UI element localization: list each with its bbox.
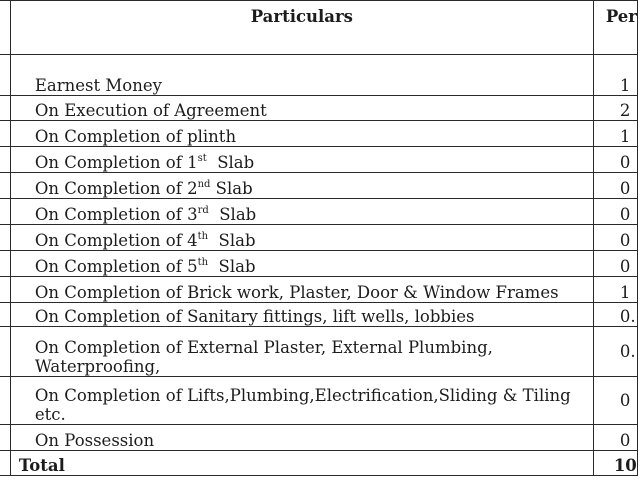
particular-cell: On Completion of Sanitary fittings, lift wells, lobbies <box>10 303 593 327</box>
table-row <box>0 96 638 121</box>
percent-cell: 0 <box>593 173 637 199</box>
particular-cell: On Completion of External Plaster, External Plumbing, Waterproofing, <box>10 327 593 377</box>
particular-cell: On Completion of Lifts,Plumbing,Electrification,Sliding & Tiling etc. <box>10 377 593 425</box>
particular-cell: On Possession <box>10 425 593 451</box>
percent-cell: 1 <box>593 55 637 96</box>
table-row <box>0 121 638 147</box>
percent-cell: 0 <box>593 425 637 451</box>
percent-cell: 0 <box>593 225 637 251</box>
percent-cell: 1 <box>593 121 637 147</box>
particular-cell: On Completion of 4th Slab <box>10 225 593 251</box>
particular-cell: On Completion of 5th Slab <box>10 251 593 277</box>
header-row <box>0 1 638 55</box>
table-row <box>0 327 638 377</box>
percent-cell: 0. <box>593 327 637 377</box>
total-value: 10 <box>593 451 637 476</box>
particulars-header: Particulars <box>10 1 593 55</box>
table-row <box>0 147 638 173</box>
particular-cell: On Completion of 2nd Slab <box>10 173 593 199</box>
table-row <box>0 303 638 327</box>
percent-cell: 0. <box>593 303 637 327</box>
sr-header-cell <box>0 1 10 55</box>
table-row <box>0 251 638 277</box>
percent-cell: 0 <box>593 199 637 225</box>
particular-cell: On Completion of 3rd Slab <box>10 199 593 225</box>
particular-cell: On Execution of Agreement <box>10 96 593 121</box>
table-row <box>0 55 638 96</box>
table-row <box>0 277 638 303</box>
table-row <box>0 199 638 225</box>
total-label: Total <box>10 451 593 476</box>
percent-cell: 0 <box>593 147 637 173</box>
particular-cell: On Completion of Brick work, Plaster, Door & Window Frames <box>10 277 593 303</box>
particular-cell: Earnest Money <box>10 55 593 96</box>
table-row <box>0 425 638 451</box>
table-row <box>0 377 638 425</box>
table-row <box>0 225 638 251</box>
particular-cell: On Completion of plinth <box>10 121 593 147</box>
percent-cell: 2 <box>593 96 637 121</box>
table-row <box>0 173 638 199</box>
percent-cell: 0 <box>593 251 637 277</box>
percentage-header: Per <box>593 1 637 55</box>
percent-cell: 1 <box>593 277 637 303</box>
total-row <box>0 451 638 476</box>
percent-cell: 0 <box>593 377 637 425</box>
particular-cell: On Completion of 1st Slab <box>10 147 593 173</box>
